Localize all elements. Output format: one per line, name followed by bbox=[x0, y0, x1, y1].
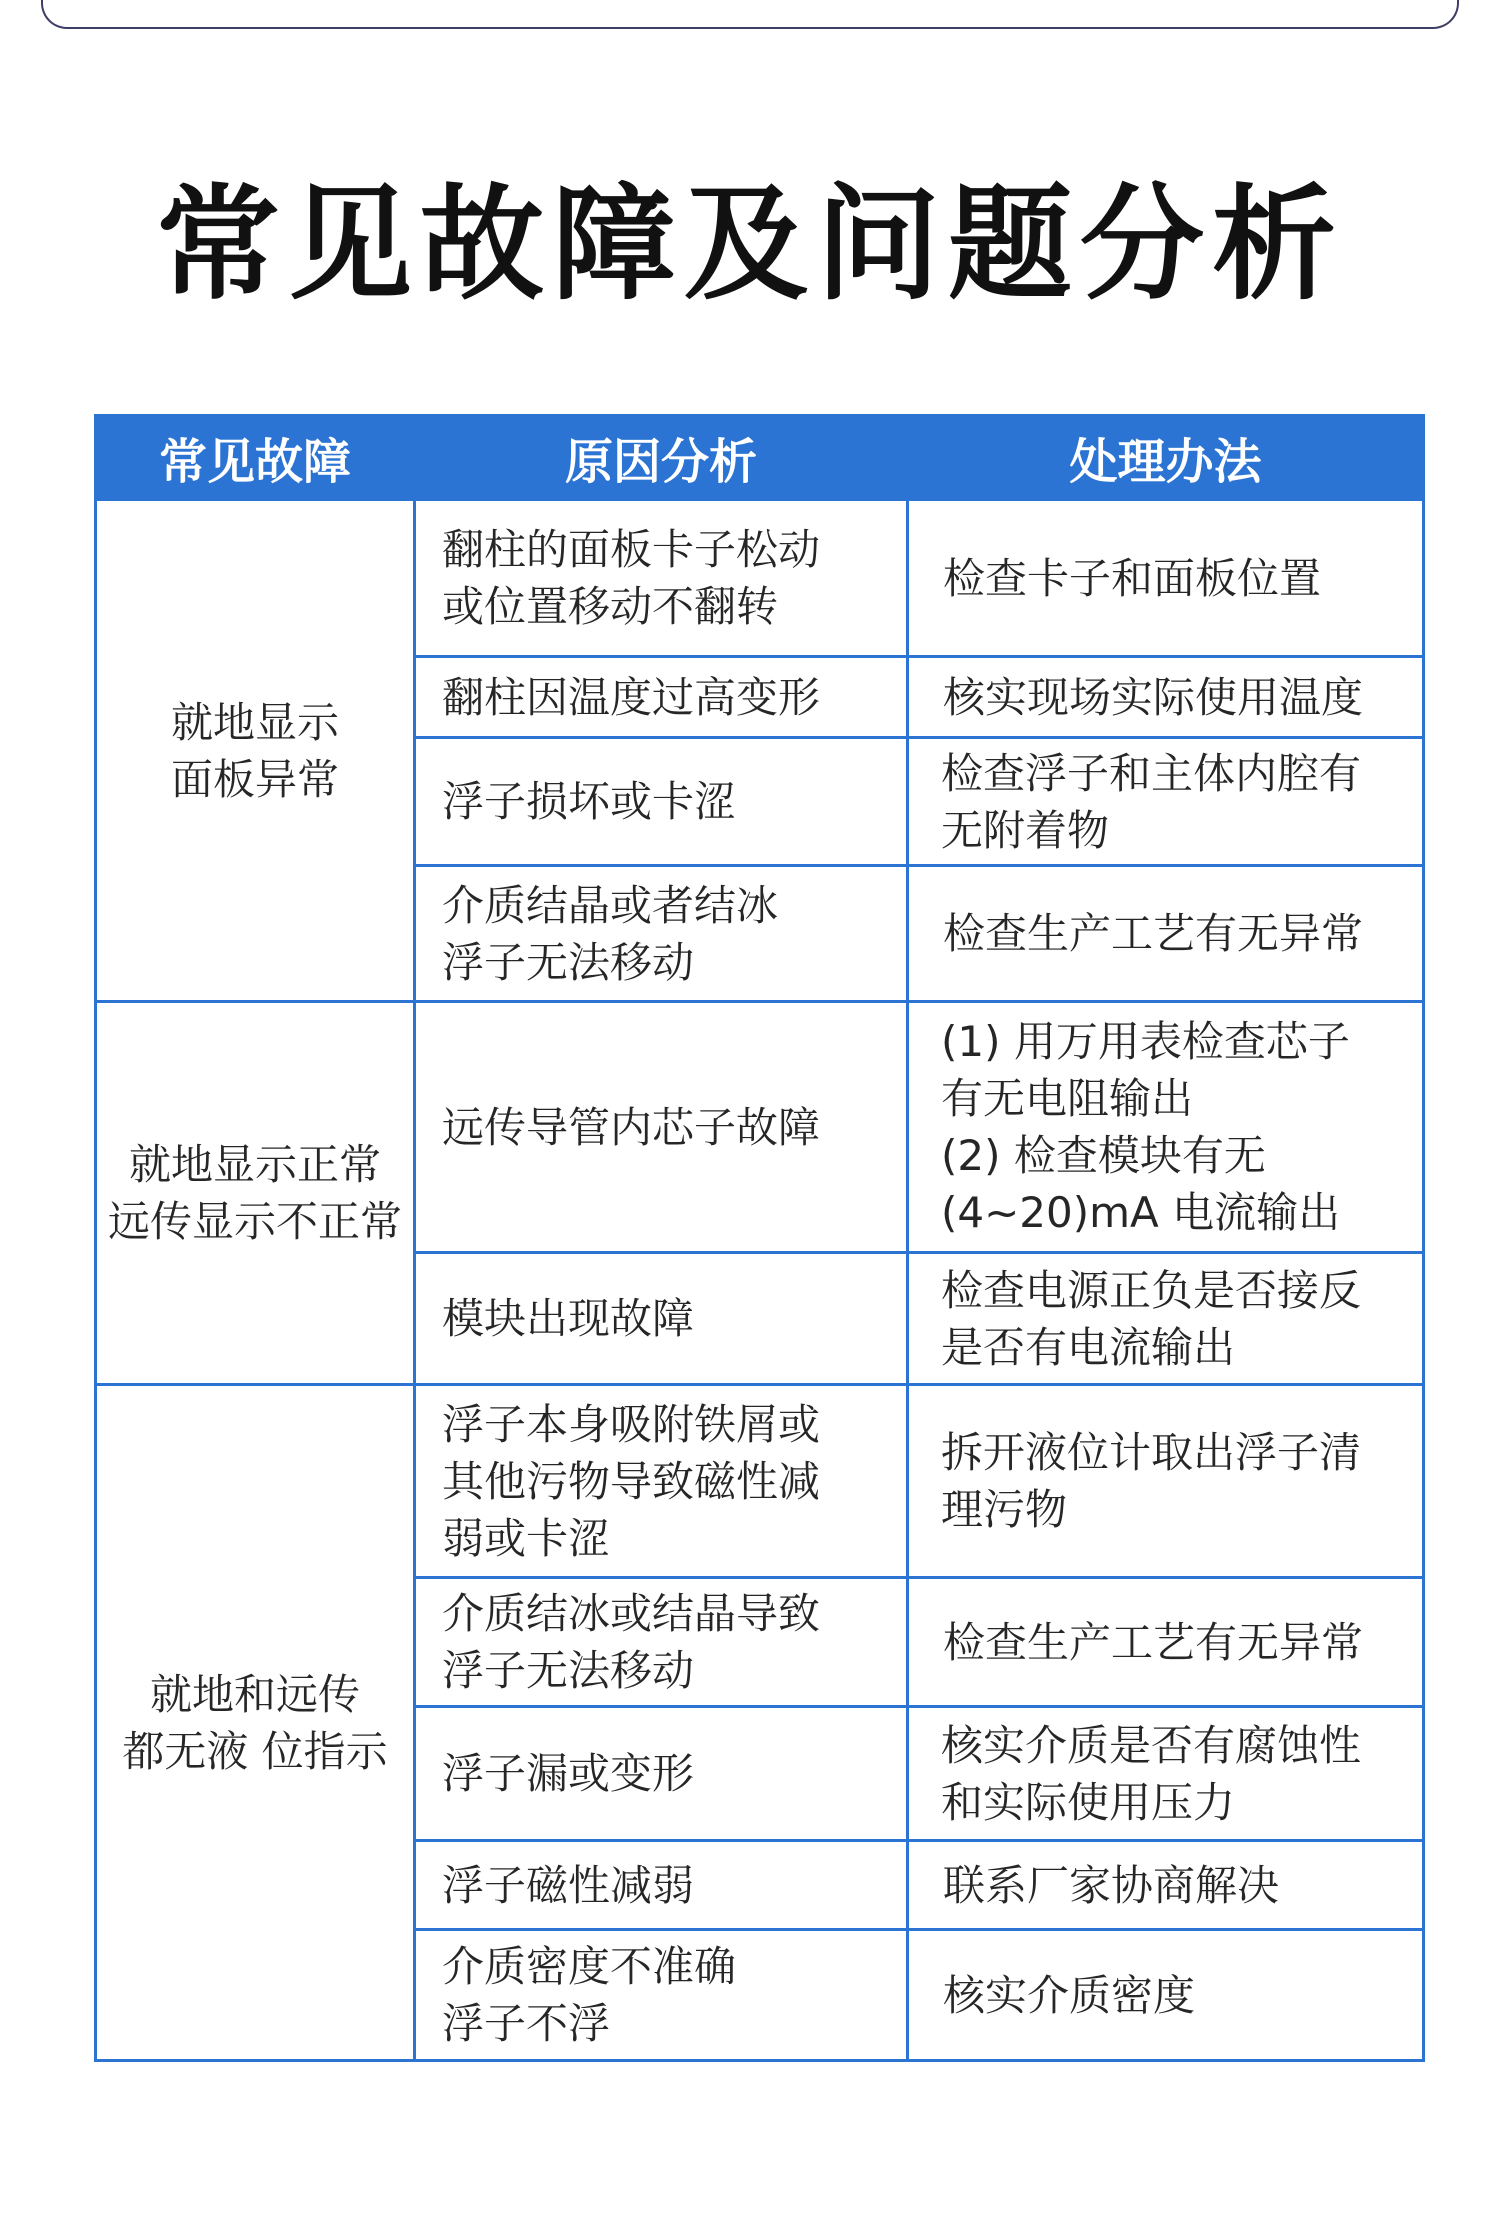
cause-cell: 浮子磁性减弱 bbox=[415, 1841, 908, 1930]
cause-cell: 远传导管内芯子故障 bbox=[415, 1002, 908, 1253]
remedy-cell: 检查浮子和主体内腔有 无附着物 bbox=[908, 738, 1424, 866]
remedy-cell: 核实介质是否有腐蚀性 和实际使用压力 bbox=[908, 1707, 1424, 1841]
remedy-cell: 检查生产工艺有无异常 bbox=[908, 1578, 1424, 1707]
remedy-cell: 联系厂家协商解决 bbox=[908, 1841, 1424, 1930]
cause-cell: 介质密度不准确 浮子不浮 bbox=[415, 1930, 908, 2061]
table-header-row bbox=[96, 416, 1424, 500]
remedy-cell: 核实介质密度 bbox=[908, 1930, 1424, 2061]
table-row bbox=[96, 1002, 1424, 1253]
top-frame-border bbox=[41, 0, 1459, 29]
remedy-cell: 拆开液位计取出浮子清 理污物 bbox=[908, 1385, 1424, 1578]
fault-cell: 就地和远传 都无液 位指示 bbox=[96, 1385, 415, 2061]
header-solution: 处理办法 bbox=[908, 416, 1424, 500]
header-cause-analysis: 原因分析 bbox=[415, 416, 908, 500]
remedy-cell: 检查卡子和面板位置 bbox=[908, 500, 1424, 657]
cause-cell: 翻柱因温度过高变形 bbox=[415, 657, 908, 738]
cause-cell: 浮子损坏或卡涩 bbox=[415, 738, 908, 866]
cause-cell: 浮子本身吸附铁屑或 其他污物导致磁性减 弱或卡涩 bbox=[415, 1385, 908, 1578]
fault-cell: 就地显示正常 远传显示不正常 bbox=[96, 1002, 415, 1385]
cause-cell: 翻柱的面板卡子松动 或位置移动不翻转 bbox=[415, 500, 908, 657]
table-row bbox=[96, 1385, 1424, 1578]
fault-analysis-table bbox=[94, 414, 1425, 2062]
cause-cell: 介质结晶或者结冰 浮子无法移动 bbox=[415, 866, 908, 1002]
cause-cell: 模块出现故障 bbox=[415, 1253, 908, 1385]
cause-cell: 介质结冰或结晶导致 浮子无法移动 bbox=[415, 1578, 908, 1707]
fault-cell: 就地显示 面板异常 bbox=[96, 500, 415, 1002]
remedy-cell: (1) 用万用表检查芯子 有无电阻输出 (2) 检查模块有无 (4~20)mA 电流输出 bbox=[908, 1002, 1424, 1253]
page-title: 常见故障及问题分析 bbox=[155, 173, 1344, 317]
remedy-cell: 核实现场实际使用温度 bbox=[908, 657, 1424, 738]
table-row bbox=[96, 500, 1424, 657]
cause-cell: 浮子漏或变形 bbox=[415, 1707, 908, 1841]
remedy-cell: 检查电源正负是否接反 是否有电流输出 bbox=[908, 1253, 1424, 1385]
header-common-fault: 常见故障 bbox=[96, 416, 415, 500]
remedy-cell: 检查生产工艺有无异常 bbox=[908, 866, 1424, 1002]
